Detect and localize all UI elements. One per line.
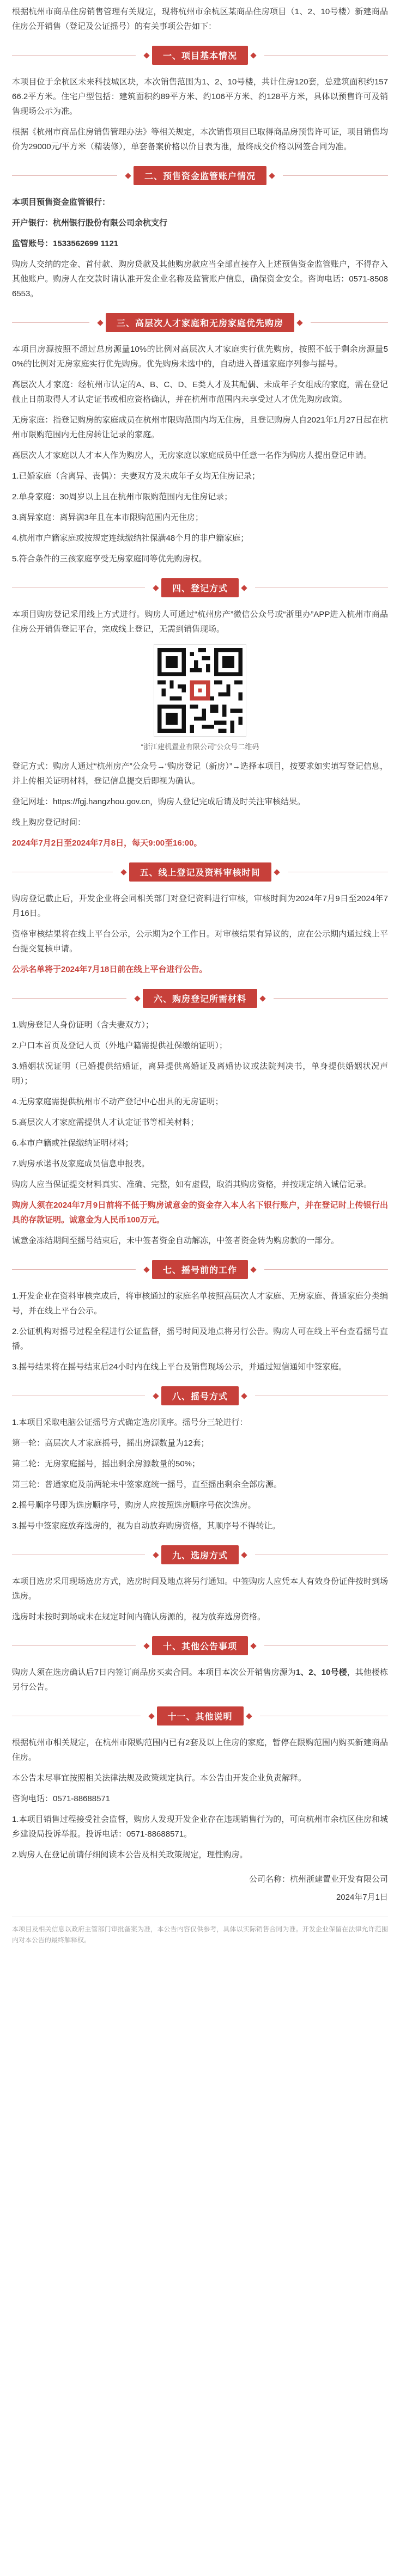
company-name: 公司名称：杭州浙建置业开发有限公司 [249, 1875, 388, 1884]
diamond-icon [134, 995, 140, 1001]
paragraph: 本公告未尽事宜按照相关法律法规及政策规定执行。本公告由开发企业负责解释。 [12, 1773, 307, 1783]
section-title: 七、摇号前的工作 [152, 1260, 248, 1279]
qr-caption: “浙江建机置业有限公司”公众号二维码 [141, 743, 259, 751]
announcement [12, 0, 388, 1968]
building-numbers: 1、2、10号楼 [295, 1668, 347, 1677]
list-item: 5.符合条件的三孩家庭享受无房家庭同等优先购房权。 [12, 554, 207, 564]
diamond-icon [259, 995, 265, 1001]
qr-code-icon [154, 644, 246, 737]
signature-block [12, 1872, 388, 1905]
paragraph: 第二轮：无房家庭摇号，摇出剩余房源数量的50%； [12, 1459, 201, 1468]
paragraph: 2.摇号顺序号即为选房顺序号，购房人应按照选房顺序号依次选房。 [12, 1501, 256, 1510]
section-header [12, 166, 388, 185]
section-header [12, 1386, 388, 1405]
paragraph: 公示名单将于2024年7月18日前在线上平台进行公告。 [12, 965, 208, 974]
section-title: 三、高层次人才家庭和无房家庭优先购房 [106, 313, 294, 332]
list-item: 5.高层次人才家庭需提供人才认定证书等相关材料； [12, 1118, 199, 1127]
list-item: 4.杭州市户籍家庭或按规定连续缴纳社保满48个月的非户籍家庭； [12, 534, 249, 543]
text: 购房人须在选房确认后7日内签订商品房买卖合同。本项目本次公开销售房源为 [12, 1668, 296, 1677]
diamond-icon [241, 585, 247, 591]
list-item: 7.购房承诺书及家庭成员信息申报表。 [12, 1159, 150, 1168]
section-header [12, 1545, 388, 1564]
paragraph: 本项目房源按照不超过总房源量10%的比例对高层次人才家庭实行优先购房，按照不低于剩余房源量50%的比例对无房家庭实行优先购房。优先购房未选中的，自动进入普通家庭序列参与摇号。 [12, 345, 388, 369]
qr-block [12, 644, 388, 751]
paragraph: 线上购房登记时间： [12, 818, 86, 827]
list-item: 6.本市户籍或社保缴纳证明材料； [12, 1139, 134, 1148]
section-title: 二、预售资金监管账户情况 [134, 166, 266, 185]
list-item: 3.婚姻状况证明（已婚提供结婚证，离异提供离婚证及离婚协议或法院判决书，单身提供婚姻状况声明）； [12, 1062, 388, 1086]
list-item: 3.离异家庭：离异满3年且在本市限购范围内无住房； [12, 513, 203, 522]
registration-time: 2024年7月2日至2024年7月8日，每天9:00至16:00。 [12, 839, 202, 848]
bank-name: 开户银行：杭州银行股份有限公司余杭支行 [12, 218, 168, 228]
paragraph: 购房登记截止后，开发企业将会同相关部门对登记资料进行审核，审核时间为2024年7月9日至2024年7月16日。 [12, 894, 388, 918]
diamond-icon [250, 1266, 256, 1272]
paragraph: 根据杭州市相关规定，在杭州市限购范围内已有2套及以上住房的家庭，暂停在限购范围内购买新建商品住房。 [12, 1738, 388, 1762]
diamond-icon [153, 1393, 159, 1399]
section-header [12, 578, 388, 597]
section-title: 六、购房登记所需材料 [143, 989, 257, 1008]
list-item: 2.户口本首页及登记人页（外地户籍需提供社保缴纳证明）； [12, 1041, 228, 1050]
diamond-icon [246, 1713, 252, 1719]
paragraph: 购房人应当保证提交材料真实、准确、完整，如有虚假，取消其购房资格，并按规定纳入诚信记录。 [12, 1180, 372, 1189]
section-header [12, 1260, 388, 1279]
paragraph: 登记方式：购房人通过“杭州房产”公众号→“购房登记（新房）”→选择本项目，按要求如实填写登记信息，并上传相关证明材料，登记信息提交后即视为确认。 [12, 762, 388, 786]
section-title: 四、登记方式 [161, 578, 239, 597]
list-item: 1.购房登记人身份证明（含夫妻双方）； [12, 1020, 154, 1030]
paragraph: 登记网址：https://fgj.hangzhou.gov.cn，购房人登记完成后请及时关注审核结果。 [12, 797, 306, 806]
diamond-icon [296, 320, 302, 326]
section-header [12, 1706, 388, 1726]
paragraph: 第三轮：普通家庭及前两轮未中签家庭统一摇号，直至摇出剩余全部房源。 [12, 1480, 282, 1489]
paragraph: 3.摇号中签家庭放弃选房的，视为自动放弃购房资格，其顺序号不得转让。 [12, 1521, 281, 1531]
section-title: 一、项目基本情况 [152, 46, 248, 65]
paragraph: 本项目预售资金监管银行： [12, 198, 111, 207]
paragraph: 高层次人才家庭：经杭州市认定的A、B、C、D、E类人才及其配偶、未成年子女组成的家庭，需在登记截止日前取得人才认定证书或相应资格确认，并在杭州市范围内未享受过人才优先购房政策。 [12, 380, 388, 404]
paragraph: 第一轮：高层次人才家庭摇号，摇出房源数量为12套； [12, 1439, 209, 1448]
paragraph: 高层次人才家庭以人才本人作为购房人，无房家庭以家庭成员中任意一名作为购房人提出登记申请。 [12, 451, 372, 460]
paragraph: 选房时未按时到场或未在规定时间内确认房源的，视为放弃选房资格。 [12, 1612, 266, 1622]
diamond-icon [241, 1393, 247, 1399]
list-item: 2.单身家庭：30周岁以上且在杭州市限购范围内无住房记录； [12, 492, 233, 501]
bank-account: 监管账号：1533562699 1121 [12, 239, 119, 248]
list-item: 1.已婚家庭（含离异、丧偶）：夫妻双方及未成年子女均无住房记录； [12, 472, 260, 481]
paragraph: 1.开发企业在资料审核完成后，将审核通过的家庭名单按照高层次人才家庭、无房家庭、普通家庭分类编号，并在线上平台公示。 [12, 1292, 388, 1315]
footer [12, 1917, 388, 1945]
paragraph: 诚意金冻结期间至摇号结束后，未中签者资金自动解冻，中签者资金转为购房款的一部分。 [12, 1236, 340, 1245]
section-title: 十一、其他说明 [157, 1706, 244, 1726]
diamond-icon [250, 52, 256, 58]
paragraph [12, 1665, 388, 1694]
section-header [12, 313, 388, 332]
section-header [12, 46, 388, 65]
diamond-icon [97, 320, 103, 326]
diamond-icon [269, 173, 275, 179]
paragraph: 1.本项目采取电脑公证摇号方式确定选房顺序。摇号分三轮进行： [12, 1418, 248, 1427]
section-header [12, 1636, 388, 1655]
diamond-icon [143, 1643, 149, 1649]
footer-disclaimer: 本项目及相关信息以政府主管部门审批备案为准，本公告内容仅供参考，具体以实际销售合同为准。开发企业保留在法律允许范围内对本公告的最终解释权。 [12, 1925, 388, 1944]
section-title: 八、摇号方式 [161, 1386, 239, 1405]
diamond-icon [143, 1266, 149, 1272]
section-title: 十、其他公告事项 [152, 1636, 248, 1655]
paragraph: 本项目位于余杭区未来科技城区块，本次销售范围为1、2、10号楼，共计住房120套，总建筑面积约15766.2平方米。住宅户型包括：建筑面积约89平方米、约106平方米、约128平方米，具体以预售许可及销售现场公示为准。 [12, 77, 388, 116]
paragraph: 根据《杭州市商品住房销售管理办法》等相关规定，本次销售项目已取得商品房预售许可证，项目销售均价为29000元/平方米（精装修），单套备案价格以价目表为准，最终成交价格以网签合同为准。 [12, 127, 389, 151]
paragraph: 3.摇号结果将在摇号结束后24小时内在线上平台及销售现场公示，并通过短信通知中签家庭。 [12, 1362, 347, 1372]
paragraph: 咨询电话：0571-88688571 [12, 1794, 111, 1803]
diamond-icon [241, 1552, 247, 1558]
section-title: 九、选房方式 [161, 1545, 239, 1564]
diamond-icon [274, 869, 280, 875]
diamond-icon [125, 173, 131, 179]
section-header [12, 862, 388, 882]
paragraph: 购房人交纳的定金、首付款、购房贷款及其他购房款应当全部直接存入上述预售资金监管账户，不得存入其他账户。购房人在交款时请认准开发企业名称及监管账户信息，确保资金安全。咨询电话：0571-85086553。 [12, 260, 389, 298]
diamond-icon [148, 1713, 154, 1719]
paragraph: 本项目购房登记采用线上方式进行。购房人可通过“杭州房产”微信公众号或“浙里办”APP进入杭州市商品住房公开销售登记平台，完成线上登记，无需到销售现场。 [12, 610, 388, 634]
paragraph: 资格审核结果将在线上平台公示，公示期为2个工作日。对审核结果有异议的，应在公示期内通过线上平台提交复核申请。 [12, 929, 388, 953]
paragraph: 1.本项目销售过程接受社会监督，购房人发现开发企业存在违规销售行为的，可向杭州市余杭区住房和城乡建设局投诉举报。投诉电话：0571-88688571。 [12, 1815, 388, 1839]
diamond-icon [153, 585, 159, 591]
paragraph: 购房人须在2024年7月9日前将不低于购房诚意金的资金存入本人名下银行账户，并在登记时上传银行出具的存款证明。诚意金为人民币100万元。 [12, 1201, 388, 1225]
paragraph: 2.购房人在登记前请仔细阅读本公告及相关政策规定，理性购房。 [12, 1850, 248, 1859]
section-title: 五、线上登记及资料审核时间 [129, 862, 271, 882]
diamond-icon [153, 1552, 159, 1558]
intro-paragraph: 根据杭州市商品住房销售管理有关规定，现将杭州市余杭区某商品住房项目（1、2、10号楼）新建商品住房公开销售（登记及公证摇号）的有关事项公告如下： [12, 7, 388, 31]
announcement-date: 2024年7月1日 [336, 1893, 388, 1902]
paragraph: 2.公证机构对摇号过程全程进行公证监督，摇号时间及地点将另行公告。购房人可在线上平台查看摇号直播。 [12, 1327, 388, 1351]
section-header [12, 989, 388, 1008]
diamond-icon [143, 52, 149, 58]
paragraph: 无房家庭：指登记购房的家庭成员在杭州市限购范围内均无住房，且登记购房人自2021年1月27日起在杭州市限购范围内无住房转让记录的家庭。 [12, 415, 388, 439]
diamond-icon [250, 1643, 256, 1649]
paragraph: 本项目选房采用现场选房方式，选房时间及地点将另行通知。中签购房人应凭本人有效身份证件按时到场选房。 [12, 1577, 389, 1601]
text: ，其他楼栋另行公告。 [12, 1668, 388, 1692]
list-item: 4.无房家庭需提供杭州市不动产登记中心出具的无房证明； [12, 1097, 223, 1106]
diamond-icon [120, 869, 126, 875]
